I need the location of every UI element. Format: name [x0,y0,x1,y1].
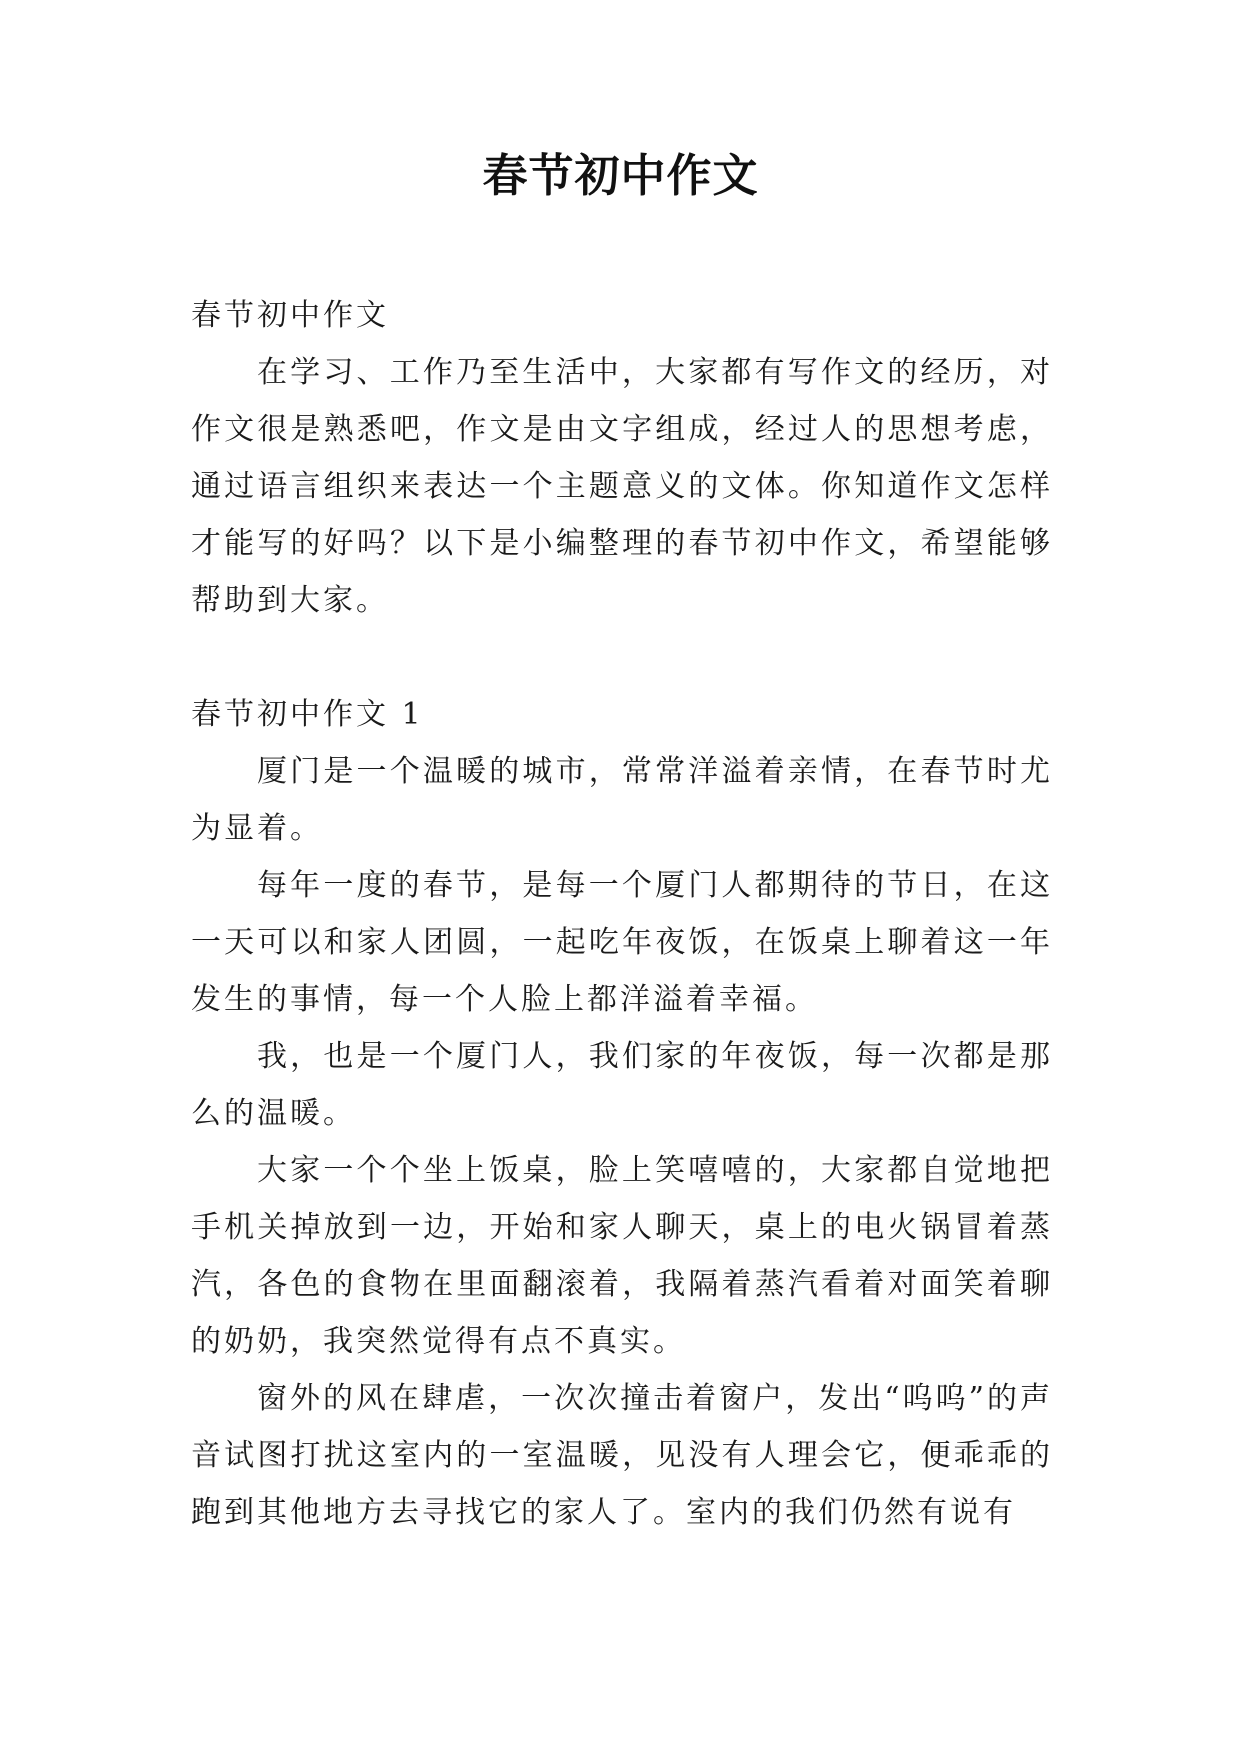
document-title: 春节初中作文 [482,149,759,202]
body-paragraph: 厦门是一个温暖的城市，常常洋溢着亲情，在春节时尤为显着。 [191,754,1053,846]
intro-heading: 春节初中作文 [191,298,389,333]
body-paragraph: 我，也是一个厦门人，我们家的年夜饭，每一次都是那么的温暖。 [191,1039,1053,1131]
document-body [191,287,1053,1541]
body-paragraph: 大家一个个坐上饭桌，脸上笑嘻嘻的，大家都自觉地把手机关掉放到一边，开始和家人聊天，桌上的电火锅冒着蒸汽，各色的食物在里面翻滚着，我隔着蒸汽看着对面笑着聊的奶奶，我突然觉得有点不真实。 [191,1153,1053,1359]
section-spacer [191,629,1053,686]
body-paragraph: 每年一度的春节，是每一个厦门人都期待的节日，在这一天可以和家人团圆，一起吃年夜饭，在饭桌上聊着这一年发生的事情，每一个人脸上都洋溢着幸福。 [191,868,1053,1017]
intro-paragraph: 在学习、工作乃至生活中，大家都有写作文的经历，对作文很是熟悉吧，作文是由文字组成，经过人的思想考虑，通过语言组织来表达一个主题意义的文体。你知道作文怎样才能写的好吗？以下是小编整理的春节初中作文，希望能够帮助到大家。 [191,355,1053,618]
section-heading: 春节初中作文 1 [191,697,424,732]
body-paragraph: 窗外的风在肆虐，一次次撞击着窗户，发出“呜呜”的声音试图打扰这室内的一室温暖，见没有人理会它，便乖乖的跑到其他地方去寻找它的家人了。室内的我们仍然有说有 [191,1381,1053,1530]
